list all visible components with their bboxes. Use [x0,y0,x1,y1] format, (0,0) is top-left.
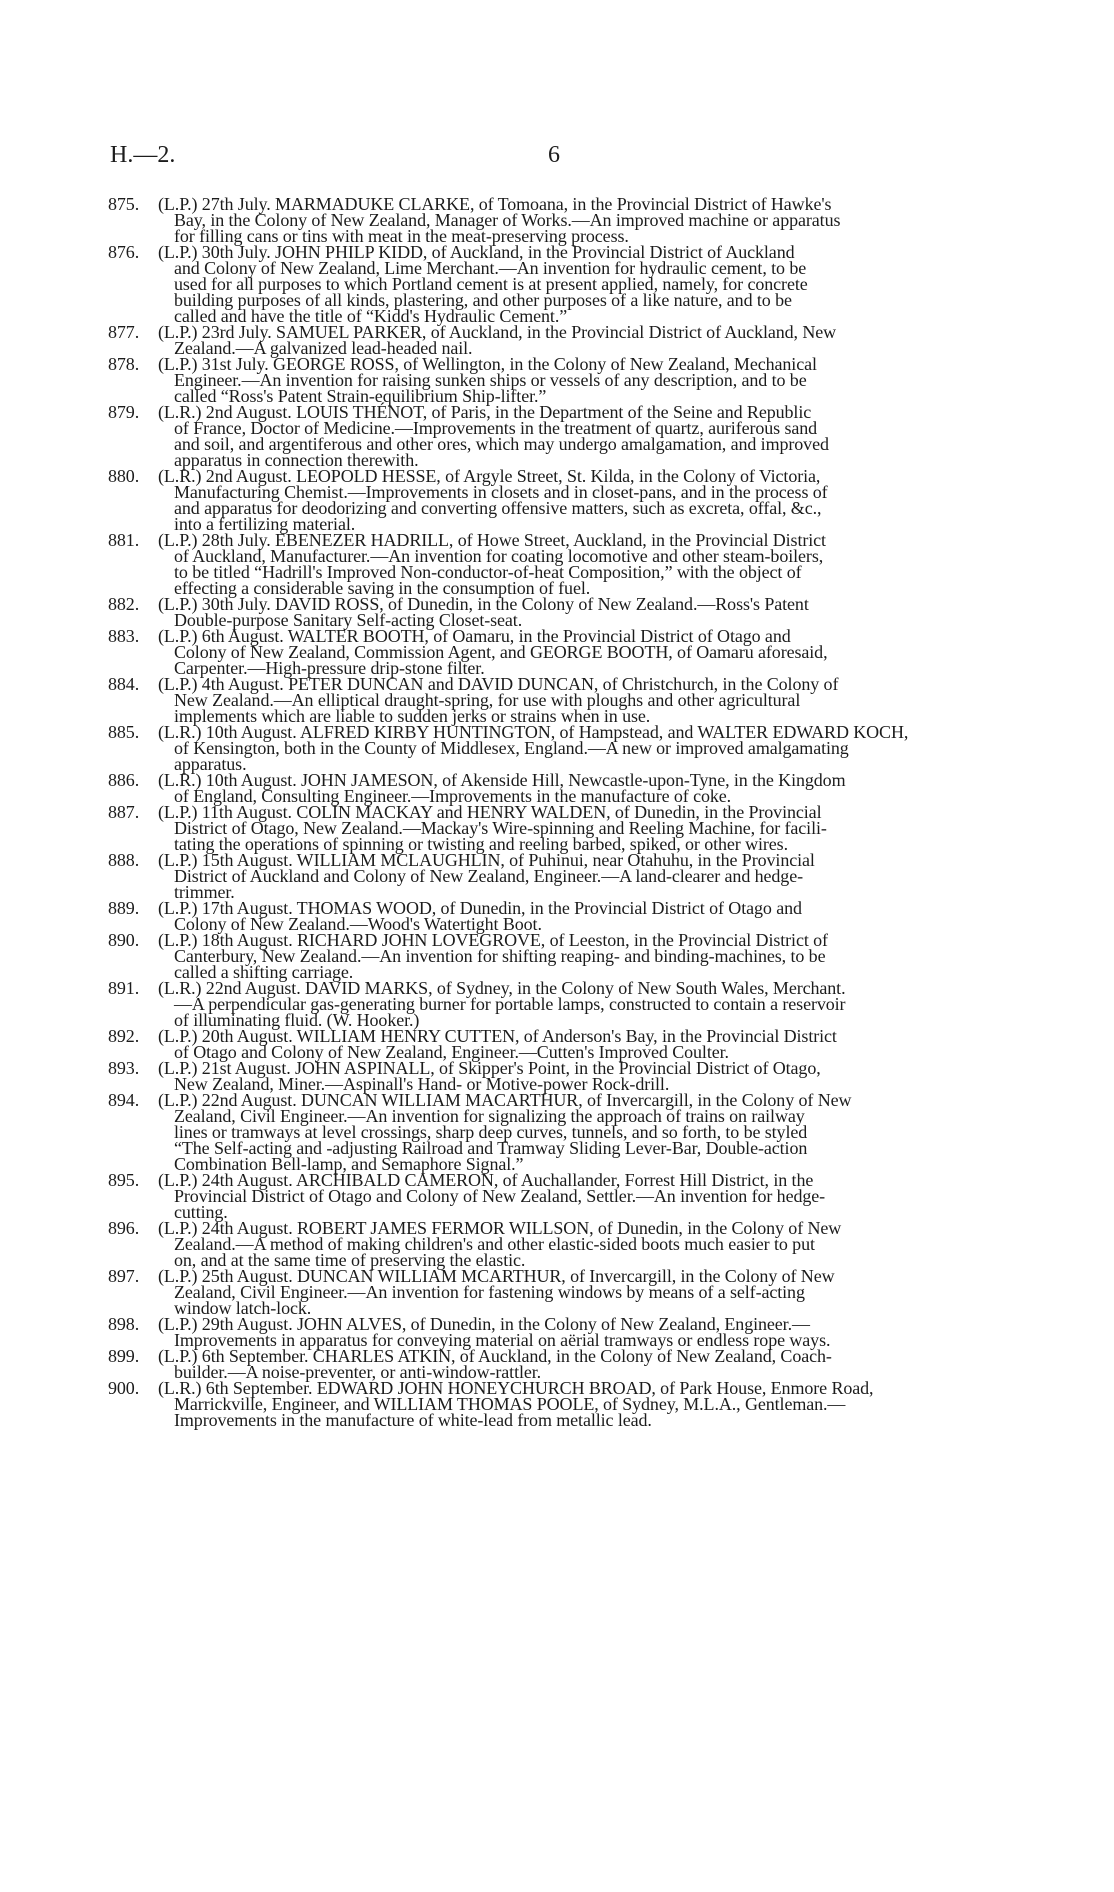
entry-line: (L.P.) 31st July. GEORGE ROSS, of Wellington, in the Colony of New Zealand, Mechanical [158,354,817,374]
entry-number: 895. [108,1170,140,1190]
entry-line: builder.—A noise-preventer, or anti-window-rattler. [174,1362,542,1382]
entry-number: 886. [108,770,140,790]
patent-entry [108,1268,1000,1316]
entry-text [158,1316,1000,1348]
entry-line: (L.P.) 27th July. MARMADUKE CLARKE, of Tomoana, in the Provincial District of Hawke's [158,194,832,214]
patent-entry [108,852,1000,900]
entry-number: 899. [108,1346,140,1366]
entry-line: (L.R.) 10th August. JOHN JAMESON, of Akenside Hill, Newcastle-upon-Tyne, in the Kingdom [158,770,846,790]
entry-line: apparatus in connection therewith. [174,450,419,470]
page-number: 6 [548,142,560,168]
patent-list [108,196,1000,1428]
entry-line: apparatus. [174,754,247,774]
entry-line: window latch-lock. [174,1298,312,1318]
entry-text [158,324,1000,356]
entry-line: —A perpendicular gas-generating burner for portable lamps, constructed to contain a reservoir [174,994,846,1014]
entry-line: of Kensington, both in the County of Middlesex, England.—A new or improved amalgamating [174,738,849,758]
patent-entry [108,596,1000,628]
entry-text [158,852,1000,900]
patent-entry [108,1380,1000,1428]
entry-line: used for all purposes to which Portland cement is at present applied, namely, for concrete [174,274,808,294]
document-reference: H.—2. [110,142,176,168]
entry-line: (L.R.) 10th August. ALFRED KIRBY HUNTINGTON, of Hampstead, and WALTER EDWARD KOCH, [158,722,909,742]
entry-line: Zealand, Civil Engineer.—An invention for signalizing the approach of trains on railway [174,1106,805,1126]
entry-line: (L.R.) 2nd August. LEOPOLD HESSE, of Argyle Street, St. Kilda, in the Colony of Victoria, [158,466,821,486]
entry-line: Canterbury, New Zealand.—An invention for shifting reaping- and binding-machines, to be [174,946,826,966]
entry-text [158,804,1000,852]
entry-line: (L.P.) 24th August. ARCHIBALD CAMERON, of Auchallander, Forrest Hill District, in the [158,1170,814,1190]
patent-entry [108,468,1000,532]
patent-entry [108,980,1000,1028]
entry-line: (L.P.) 23rd July. SAMUEL PARKER, of Auckland, in the Provincial District of Auckland, New [158,322,837,342]
entry-line: (L.P.) 11th August. COLIN MACKAY and HENRY WALDEN, of Dunedin, in the Provincial [158,802,822,822]
entry-text [158,196,1000,244]
entry-line: of France, Doctor of Medicine.—Improvements in the treatment of quartz, auriferous sand [174,418,818,438]
entry-text [158,596,1000,628]
page-header [110,142,990,172]
entry-line: “The Self-acting and -adjusting Railroad and Tramway Sliding Lever-Bar, Double-action [174,1138,808,1158]
entry-text [158,628,1000,676]
entry-text [158,1092,1000,1172]
entry-line: of Auckland, Manufacturer.—An invention for coating locomotive and other steam-boilers, [174,546,824,566]
entry-line: New Zealand, Miner.—Aspinall's Hand- or Motive-power Rock-drill. [174,1074,670,1094]
entry-line: Improvements in apparatus for conveying material on aërial tramways or endless rope ways. [174,1330,831,1350]
entry-line: Engineer.—An invention for raising sunken ships or vessels of any description, and to be [174,370,807,390]
entry-text [158,1348,1000,1380]
patent-entry [108,404,1000,468]
entry-line: Zealand, Civil Engineer.—An invention for fastening windows by means of a self-acting [174,1282,805,1302]
patent-entry [108,1172,1000,1220]
entry-line: (L.P.) 22nd August. DUNCAN WILLIAM MACARTHUR, of Invercargill, in the Colony of New [158,1090,852,1110]
entry-line: District of Otago, New Zealand.—Mackay's Wire-spinning and Reeling Machine, for facili- [174,818,827,838]
patent-entry [108,676,1000,724]
entry-line: of England, Consulting Engineer.—Improvements in the manufacture of coke. [174,786,732,806]
entry-number: 877. [108,322,140,342]
patent-entry [108,628,1000,676]
entry-line: called “Ross's Patent Strain-equilibrium Ship-lifter.” [174,386,547,406]
entry-number: 894. [108,1090,140,1110]
patent-entry [108,1092,1000,1172]
patent-entry [108,932,1000,980]
entry-text [158,1028,1000,1060]
entry-number: 900. [108,1378,140,1398]
entry-line: into a fertilizing material. [174,514,356,534]
entry-line: Marrickville, Engineer, and WILLIAM THOMAS POOLE, of Sydney, M.L.A., Gentleman.— [174,1394,846,1414]
entry-line: called and have the title of “Kidd's Hydraulic Cement.” [174,306,568,326]
entry-text [158,932,1000,980]
patent-entry [108,1060,1000,1092]
entry-line: Combination Bell-lamp, and Semaphore Signal.” [174,1154,524,1174]
entry-line: implements which are liable to sudden jerks or strains when in use. [174,706,651,726]
entry-line: (L.P.) 6th September. CHARLES ATKIN, of Auckland, in the Colony of New Zealand, Coach- [158,1346,832,1366]
entry-line: of illuminating fluid. (W. Hooker.) [174,1010,420,1030]
entry-text [158,1268,1000,1316]
entry-number: 880. [108,466,140,486]
entry-text [158,1380,1000,1428]
patent-entry [108,772,1000,804]
entry-number: 889. [108,898,140,918]
entry-line: (L.R.) 6th September. EDWARD JOHN HONEYCHURCH BROAD, of Park House, Enmore Road, [158,1378,874,1398]
entry-line: (L.P.) 18th August. RICHARD JOHN LOVEGROVE, of Leeston, in the Provincial District of [158,930,828,950]
entry-line: (L.P.) 4th August. PETER DUNCAN and DAVID DUNCAN, of Christchurch, in the Colony of [158,674,839,694]
entry-number: 893. [108,1058,140,1078]
entry-line: Colony of New Zealand, Commission Agent, and GEORGE BOOTH, of Oamaru aforesaid, [174,642,828,662]
patent-entry [108,196,1000,244]
entry-line: trimmer. [174,882,235,902]
entry-line: (L.P.) 30th July. JOHN PHILP KIDD, of Auckland, in the Provincial District of Auckland [158,242,795,262]
entry-line: called a shifting carriage. [174,962,354,982]
entry-text [158,724,1000,772]
entry-number: 890. [108,930,140,950]
entry-line: (L.P.) 29th August. JOHN ALVES, of Dunedin, in the Colony of New Zealand, Engineer.— [158,1314,810,1334]
entry-number: 883. [108,626,140,646]
entry-text [158,1060,1000,1092]
entry-number: 887. [108,802,140,822]
entry-text [158,1172,1000,1220]
entry-text [158,468,1000,532]
entry-line: effecting a considerable saving in the consumption of fuel. [174,578,591,598]
entry-line: Manufacturing Chemist.—Improvements in closets and in closet-pans, and in the process of [174,482,828,502]
entry-line: for filling cans or tins with meat in the meat-preserving process. [174,226,629,246]
patent-entry [108,356,1000,404]
entry-line: (L.P.) 15th August. WILLIAM MCLAUGHLIN, of Puhinui, near Otahuhu, in the Provincial [158,850,815,870]
entry-number: 884. [108,674,140,694]
entry-line: Zealand.—A galvanized lead-headed nail. [174,338,473,358]
entry-line: and apparatus for deodorizing and converting offensive matters, such as excreta, offal, &c., [174,498,822,518]
entry-text [158,900,1000,932]
entry-line: (L.P.) 25th August. DUNCAN WILLIAM MCARTHUR, of Invercargill, in the Colony of New [158,1266,835,1286]
entry-line: Bay, in the Colony of New Zealand, Manager of Works.—An improved machine or apparatus [174,210,841,230]
entry-line: and Colony of New Zealand, Lime Merchant.—An invention for hydraulic cement, to be [174,258,807,278]
entry-number: 885. [108,722,140,742]
entry-number: 879. [108,402,140,422]
entry-line: (L.P.) 20th August. WILLIAM HENRY CUTTEN, of Anderson's Bay, in the Provincial District [158,1026,837,1046]
entry-text [158,676,1000,724]
entry-line: (L.R.) 2nd August. LOUIS THÉNOT, of Paris, in the Department of the Seine and Republic [158,402,812,422]
entry-line: Provincial District of Otago and Colony of New Zealand, Settler.—An invention for hedge- [174,1186,826,1206]
entry-line: New Zealand.—An elliptical draught-spring, for use with ploughs and other agricultural [174,690,801,710]
entry-line: building purposes of all kinds, plastering, and other purposes of a like nature, and to be [174,290,792,310]
entry-line: tating the operations of spinning or twisting and reeling barbed, spiked, or other wires. [174,834,788,854]
entry-number: 888. [108,850,140,870]
entry-text [158,244,1000,324]
patent-entry [108,804,1000,852]
entry-number: 878. [108,354,140,374]
entry-number: 896. [108,1218,140,1238]
entry-text [158,356,1000,404]
patent-entry [108,324,1000,356]
entry-line: cutting. [174,1202,228,1222]
patent-entry [108,532,1000,596]
entry-line: (L.P.) 6th August. WALTER BOOTH, of Oamaru, in the Provincial District of Otago and [158,626,791,646]
patent-entry [108,1220,1000,1268]
entry-line: on, and at the same time of preserving the elastic. [174,1250,526,1270]
entry-number: 891. [108,978,140,998]
entry-line: Zealand.—A method of making children's and other elastic-sided boots much easier to put [174,1234,815,1254]
entry-line: to be titled “Hadrill's Improved Non-conductor-of-heat Composition,” with the object of [174,562,802,582]
entry-text [158,980,1000,1028]
entry-line: and soil, and argentiferous and other ores, which may undergo amalgamation, and improved [174,434,829,454]
entry-number: 875. [108,194,140,214]
entry-line: (L.P.) 17th August. THOMAS WOOD, of Dunedin, in the Provincial District of Otago and [158,898,802,918]
entry-number: 876. [108,242,140,262]
entry-number: 892. [108,1026,140,1046]
entry-line: District of Auckland and Colony of New Zealand, Engineer.—A land-clearer and hedge- [174,866,803,886]
entry-line: (L.P.) 21st August. JOHN ASPINALL, of Skipper's Point, in the Provincial District of Otago, [158,1058,821,1078]
entry-line: lines or tramways at level crossings, sharp deep curves, tunnels, and so forth, to be styled [174,1122,808,1142]
entry-number: 882. [108,594,140,614]
entry-line: Colony of New Zealand.—Wood's Watertight Boot. [174,914,542,934]
entry-number: 898. [108,1314,140,1334]
entry-text [158,1220,1000,1268]
entry-number: 881. [108,530,140,550]
patent-entry [108,1316,1000,1348]
entry-line: Carpenter.—High-pressure drip-stone filter. [174,658,485,678]
patent-entry [108,1028,1000,1060]
patent-entry [108,900,1000,932]
entry-number: 897. [108,1266,140,1286]
entry-line: (L.P.) 30th July. DAVID ROSS, of Dunedin, in the Colony of New Zealand.—Ross's Patent [158,594,809,614]
entry-text [158,772,1000,804]
patent-entry [108,244,1000,324]
entry-line: Double-purpose Sanitary Self-acting Closet-seat. [174,610,523,630]
entry-line: (L.P.) 24th August. ROBERT JAMES FERMOR WILLSON, of Dunedin, in the Colony of New [158,1218,842,1238]
entry-text [158,404,1000,468]
patent-entry [108,1348,1000,1380]
entry-line: (L.P.) 28th July. EBENEZER HADRILL, of Howe Street, Auckland, in the Provincial District [158,530,826,550]
entry-text [158,532,1000,596]
entry-line: of Otago and Colony of New Zealand, Engineer.—Cutten's Improved Coulter. [174,1042,729,1062]
entry-line: (L.R.) 22nd August. DAVID MARKS, of Sydney, in the Colony of New South Wales, Merchant. [158,978,846,998]
patent-entry [108,724,1000,772]
entry-line: Improvements in the manufacture of white-lead from metallic lead. [174,1410,652,1430]
